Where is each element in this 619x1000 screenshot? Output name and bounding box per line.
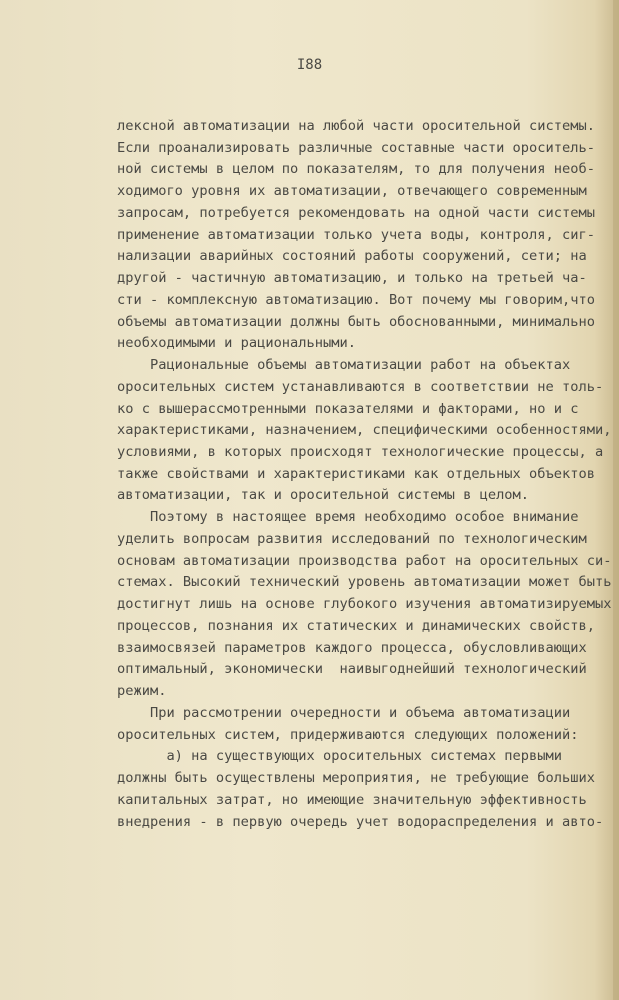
text-line: сти - комплексную автоматизацию. Вот почему мы говорим,что: [117, 291, 595, 308]
text-line: оросительных систем, придерживаются следующих положений:: [117, 726, 579, 743]
text-line: запросам, потребуется рекомендовать на одной части системы: [117, 204, 595, 221]
text-line: уделить вопросам развития исследований по технологическим: [117, 530, 587, 547]
text-line: При рассмотрении очередности и объема автоматизации: [117, 704, 571, 721]
text-line: применение автоматизации только учета воды, контроля, сиг-: [117, 226, 595, 243]
text-line: также свойствами и характеристиками как отдельных объектов: [117, 465, 595, 482]
text-line: капитальных затрат, но имеющие значительную эффективность: [117, 791, 587, 808]
text-line: ной системы в целом по показателям, то для получения необ-: [117, 161, 595, 178]
text-line: Если проанализировать различные составные части ороситель-: [117, 139, 595, 156]
typewritten-text-body: [117, 116, 617, 833]
text-line: объемы автоматизации должны быть обоснованными, минимально: [117, 313, 595, 330]
text-line: внедрения - в первую очередь учет водораспределения и авто-: [117, 813, 604, 830]
text-line: ко с вышерассмотренными показателями и факторами, но и с: [117, 400, 579, 417]
text-line: основам автоматизации производства работ на оросительных си-: [117, 552, 612, 569]
text-line: процессов, познания их статических и динамических свойств,: [117, 617, 595, 634]
page-number: I88: [296, 57, 323, 73]
text-line: ходимого уровня их автоматизации, отвечающего современным: [117, 183, 587, 200]
text-line: оросительных систем устанавливаются в соответствии не толь-: [117, 378, 604, 395]
text-line: условиями, в которых происходят технологические процессы, а: [117, 444, 604, 461]
text-line: нализации аварийных состояний работы сооружений, сети; на: [117, 248, 587, 265]
text-line: необходимыми и рациональными.: [117, 335, 356, 352]
text-line: лексной автоматизации на любой части оросительной системы.: [117, 118, 595, 134]
text-line: другой - частичную автоматизацию, и только на третьей ча-: [117, 270, 587, 287]
text-line: а) на существующих оросительных системах первыми: [117, 748, 562, 765]
text-line: Рациональные объемы автоматизации работ на объектах: [117, 357, 571, 374]
text-line: характеристиками, назначением, специфическими особенностями,: [117, 422, 612, 439]
text-line: достигнут лишь на основе глубокого изучения автоматизируемых: [117, 596, 612, 613]
text-line: взаимосвязей параметров каждого процесса, обусловливающих: [117, 639, 587, 656]
text-line: стемах. Высокий технический уровень автоматизации может быть: [117, 574, 612, 591]
text-line: оптимальный, экономически наивыгоднейший технологический: [117, 661, 587, 678]
text-line: автоматизации, так и оросительной системы в целом.: [117, 487, 530, 504]
text-line: должны быть осуществлены мероприятия, не требующие больших: [117, 770, 595, 787]
text-line: Поэтому в настоящее время необходимо особое внимание: [117, 509, 579, 526]
text-line: режим.: [117, 683, 167, 700]
